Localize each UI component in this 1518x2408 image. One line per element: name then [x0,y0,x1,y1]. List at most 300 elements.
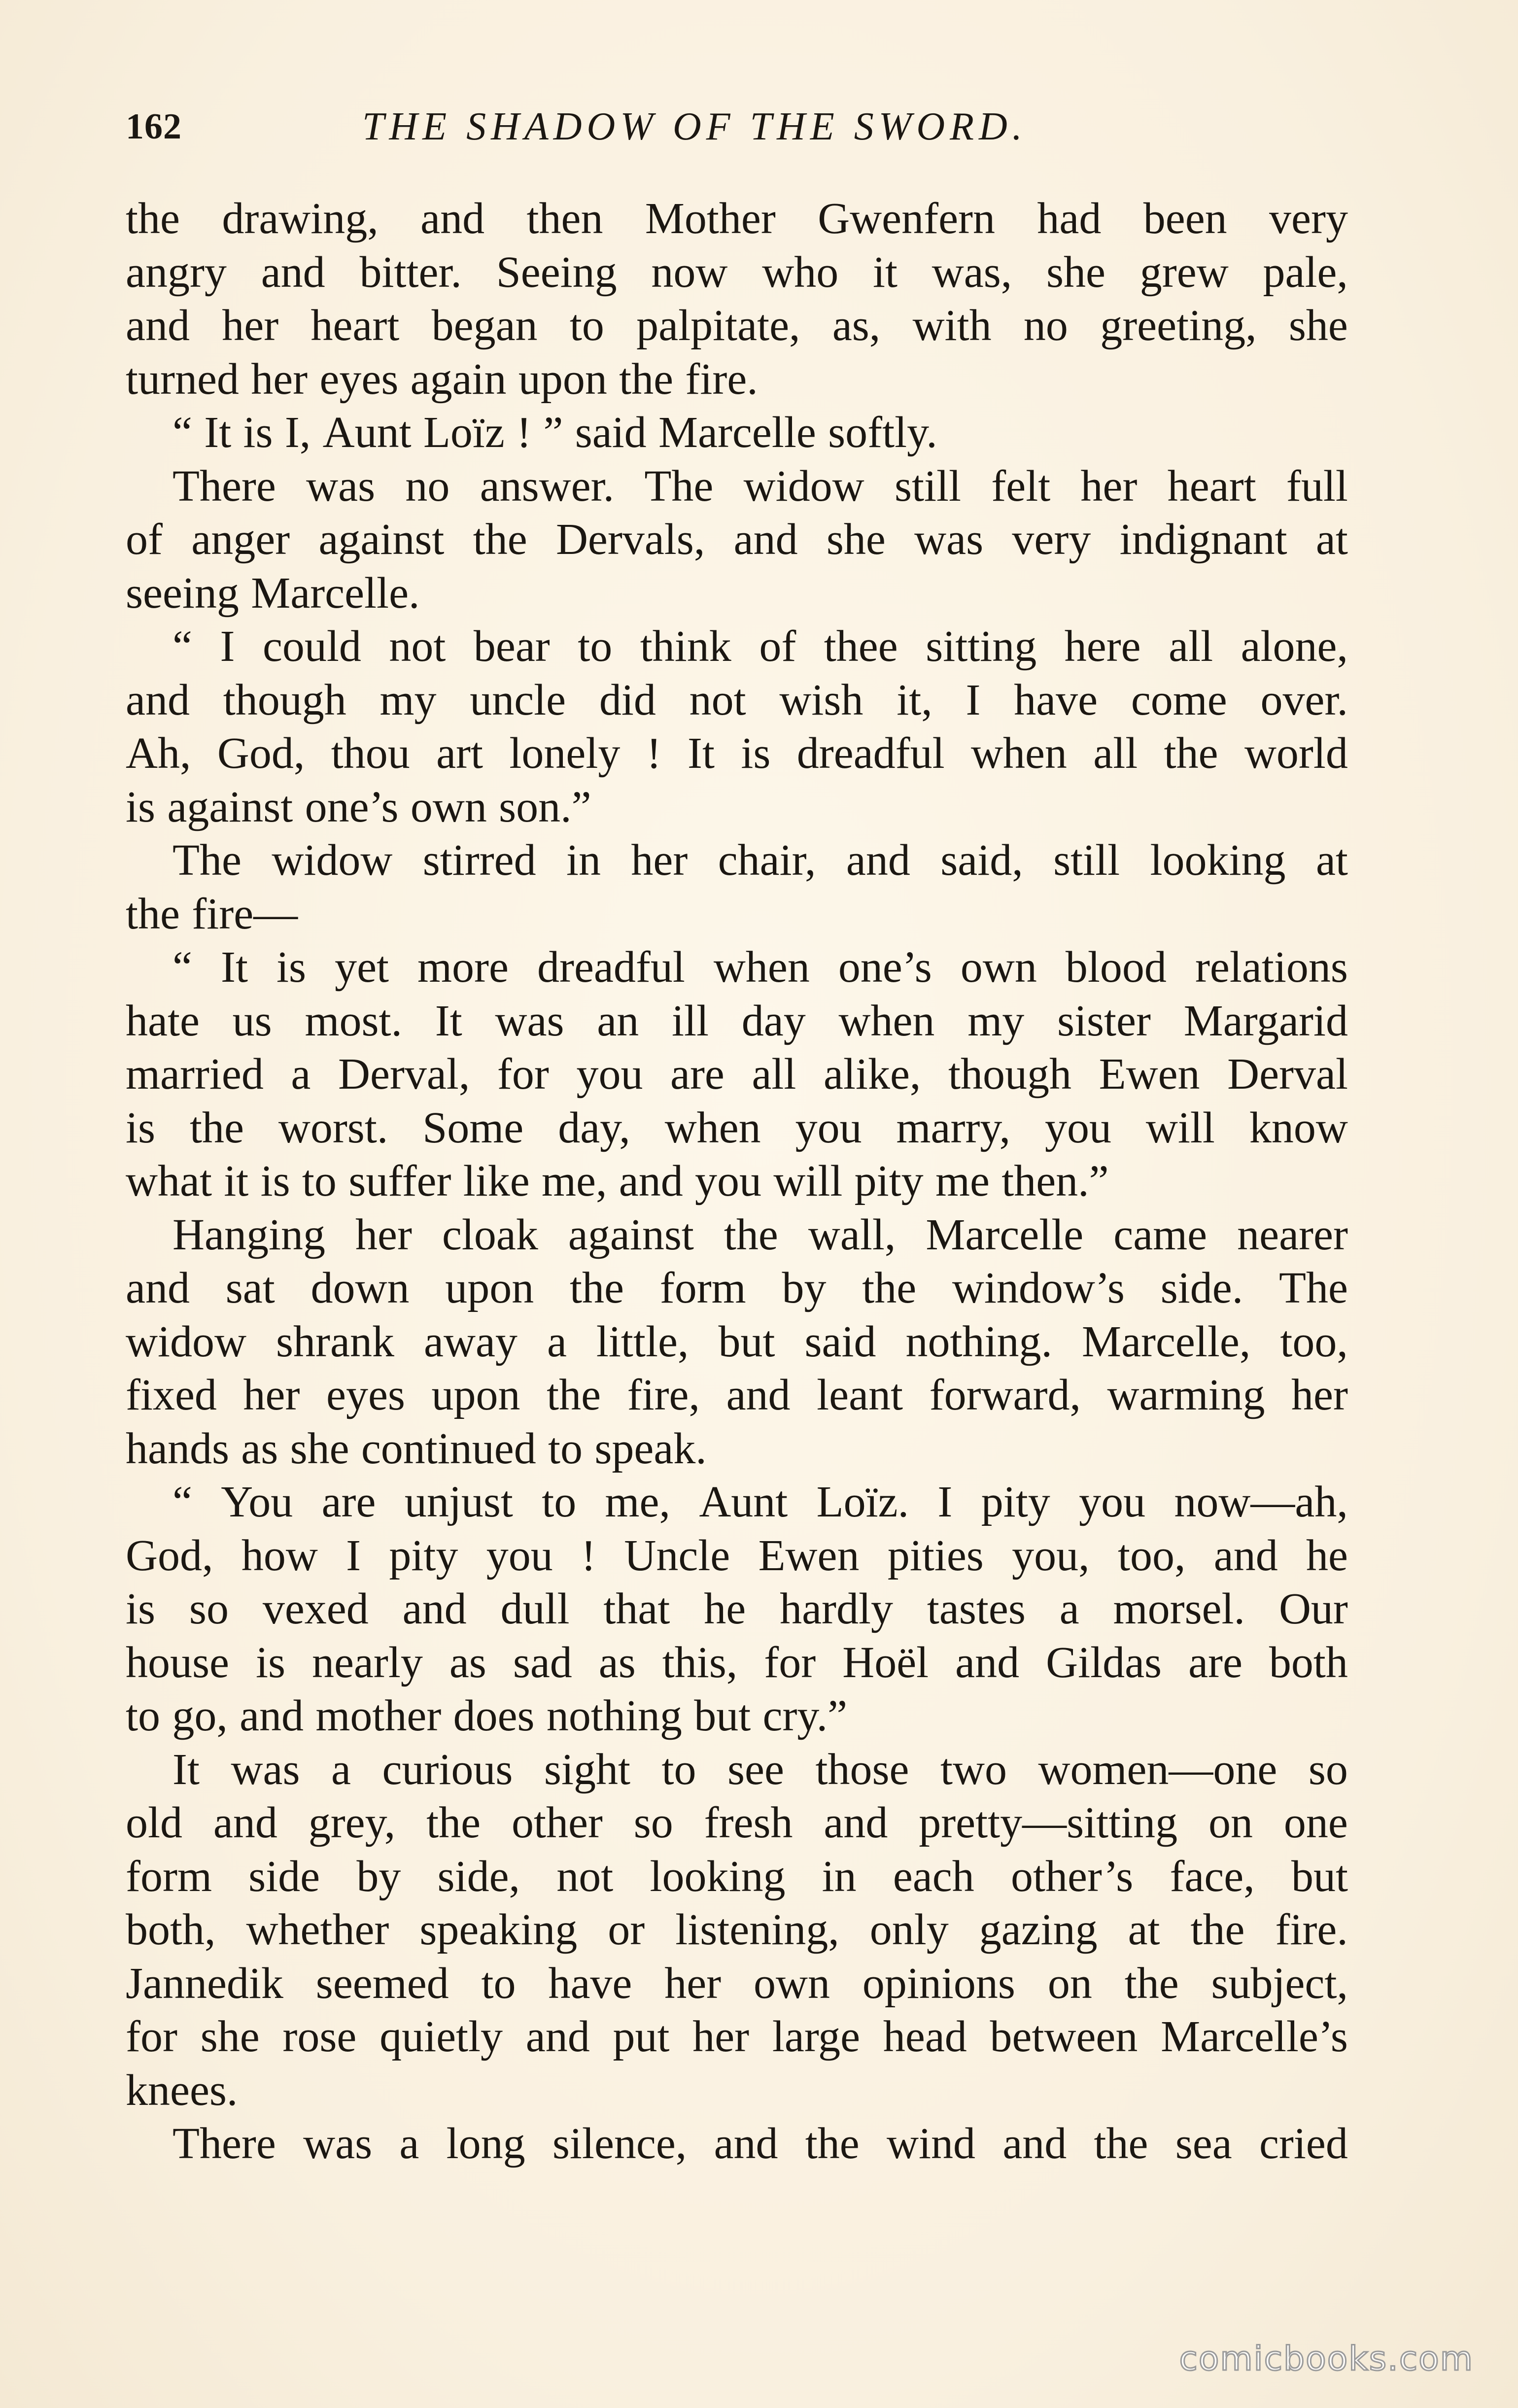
word: the [862,1264,917,1312]
word: thee [824,622,898,671]
word: us [232,996,272,1045]
word: nearly [311,1638,423,1687]
word: and [619,1157,683,1205]
word: of [126,515,163,564]
text-line [126,1903,1348,1957]
word: is [255,1638,285,1687]
word: other’s [1010,1852,1134,1901]
word: “ [172,622,192,671]
word: her [1080,461,1138,511]
word: in [822,1852,857,1901]
word: it [224,1157,249,1205]
word: not [556,1852,614,1901]
word: warming [1107,1371,1265,1419]
word: side. [1160,1264,1243,1312]
word: fire. [1275,1905,1348,1954]
word: marry, [896,1103,1011,1152]
word: her [243,1371,300,1419]
word: a [331,1745,351,1794]
text-line [126,406,1348,460]
word: and [420,194,485,243]
word: seemed [315,1959,449,2008]
text-line [126,299,1348,353]
word: her [251,354,308,404]
word: side, [437,1852,520,1901]
text-line [126,567,1348,620]
word: at [1315,836,1348,885]
word: very [1269,194,1348,243]
word: one’s [838,943,932,992]
word: nothing [546,1691,682,1740]
word: “ [172,408,192,457]
word: me, [542,1157,607,1205]
word: she [1288,301,1348,350]
word: Loïz. [816,1478,909,1526]
word: to [542,1478,577,1526]
word: Gildas [1046,1638,1162,1687]
word: It [688,729,715,778]
text-line [126,1743,1348,1797]
word: and [240,1691,304,1740]
word: It [172,1745,200,1794]
word: rose [282,2012,357,2061]
word: and [955,1638,1020,1687]
word: but [694,1691,751,1740]
word: on [1208,1798,1253,1847]
word: still [1053,836,1120,885]
word: wish [779,675,863,724]
word: the [724,1210,778,1259]
word: women—one [1038,1745,1277,1794]
word: her [222,301,279,350]
text-line [126,1796,1348,1850]
word: quietly [380,2012,503,2061]
word: dreadful [796,729,945,778]
word: ! [581,1531,596,1580]
word: the [1124,1959,1179,2008]
word: dreadful [537,943,685,992]
word: Marcelle [658,408,816,457]
word: no [405,461,450,511]
word: shrank [276,1317,394,1366]
word: over. [1260,675,1348,724]
word: said [804,1317,876,1366]
word: but [718,1317,775,1366]
word: too, [1117,1531,1186,1580]
word: away [424,1317,518,1366]
word: now—ah, [1174,1478,1348,1526]
word: still [894,461,961,511]
word: Marcelle. [251,568,420,618]
word: wind [887,2119,976,2168]
word: drawing, [222,194,379,243]
text-line [126,1155,1348,1208]
word: down [310,1264,410,1312]
word: forward, [929,1371,1081,1419]
word: Derval, [338,1050,470,1099]
word: was [303,2119,373,2168]
word: sad [513,1638,572,1687]
word: Margarid [1183,996,1348,1045]
word: Derval [1227,1050,1348,1099]
word: fresh [704,1798,793,1847]
word: It [204,408,232,457]
word: morsel. [1113,1584,1245,1633]
word: is [126,782,156,831]
word: grey, [308,1798,396,1847]
text-line [126,1315,1348,1369]
word: the [189,1103,244,1152]
word: then [526,194,603,243]
word: an [597,996,639,1045]
text-line [126,620,1348,674]
text-line [126,1208,1348,1262]
word: in [566,836,601,885]
word: full [1286,461,1348,511]
word: been [1143,194,1227,243]
word: as [449,1638,486,1687]
word: you [486,1531,553,1580]
word: like [463,1157,530,1205]
word: and [714,2119,778,2168]
word: so [189,1584,229,1633]
word: her [1291,1371,1348,1419]
word: opinions [862,1959,1015,2008]
word: and [126,675,190,724]
word: bear [473,622,550,671]
word: is [260,1157,290,1205]
word: grew [1139,247,1229,297]
word: is [741,729,771,778]
word: for [764,1638,816,1687]
word: heart [1167,461,1256,511]
word: though [948,1050,1072,1099]
word: silence, [552,2119,687,2168]
word: with [912,301,992,350]
word: God, [217,729,305,778]
text-line [126,2064,1348,2118]
word: you, [1012,1531,1090,1580]
word: no [1023,301,1068,350]
word: to [302,1157,337,1205]
word: began [431,301,538,350]
word: two [940,1745,1007,1794]
text-line [126,1689,1348,1743]
word: I [220,622,235,671]
word: gazing [979,1905,1098,1954]
word: window’s [952,1264,1125,1312]
text-line [126,1636,1348,1690]
word: chair, [718,836,816,885]
word: by [782,1264,827,1312]
word: art [436,729,483,778]
word: sat [225,1264,275,1312]
word: looking [650,1852,786,1901]
word: widow [126,1317,246,1366]
word: son.” [499,782,591,831]
word: as [598,1638,636,1687]
word: ! [646,729,661,778]
word: see [727,1745,784,1794]
word: will [773,1157,843,1205]
text-line [126,1529,1348,1583]
word: pretty—sitting [919,1798,1178,1847]
word: palpitate, [636,301,800,350]
word: Our [1278,1584,1348,1633]
word: to [548,1424,583,1473]
watermark: comicbooks.com [1179,2339,1474,2378]
word: and [126,301,190,350]
word: own [960,943,1037,992]
word: Hoël [842,1638,929,1687]
word: or [608,1905,645,1954]
word: day [741,996,806,1045]
word: when [970,729,1067,778]
word: and [824,1798,888,1847]
word: me [935,1157,990,1205]
word: It [220,943,248,992]
word: side [248,1852,320,1901]
word: was [306,461,376,511]
word: not [689,675,746,724]
word: and [733,515,798,564]
word: speaking [419,1905,578,1954]
word: so [1308,1745,1348,1794]
word: tastes [927,1584,1026,1633]
word: pity [389,1531,458,1580]
word: house [126,1638,229,1687]
word: those [815,1745,909,1794]
word: upon [518,354,607,404]
word: “ [172,943,192,992]
word: alone, [1241,622,1348,671]
word: against [318,515,445,564]
word: Some [422,1103,524,1152]
word: There [172,461,276,511]
word: ” [543,408,563,457]
word: the [1094,2119,1148,2168]
text-line [126,2010,1348,2064]
word: “ [172,1478,192,1526]
word: cloak [442,1210,538,1259]
text-line [126,1422,1348,1476]
word: the [547,1371,601,1419]
word: Uncle [624,1531,730,1580]
word: relations [1195,943,1348,992]
word: I [937,1478,953,1526]
word: alike, [824,1050,921,1099]
word: the [126,194,180,243]
word: Ah, [126,729,191,778]
word: for [126,2012,177,2061]
word: continued [361,1424,536,1473]
text-line [126,888,1348,941]
word: pale, [1263,247,1348,297]
text-line [126,727,1348,781]
word: You [221,1478,293,1526]
word: she [200,2012,260,2061]
word: cry.” [762,1691,848,1740]
word: as [241,1424,278,1473]
word: against [167,782,293,831]
word: a [399,2119,419,2168]
word: what [126,1157,212,1205]
word: by [356,1852,401,1901]
word: to [661,1745,696,1794]
text-line [126,353,1348,407]
word: speak. [594,1424,707,1473]
word: and [525,2012,590,2061]
word: will [1145,1103,1215,1152]
word: he [704,1584,746,1633]
word: day, [558,1103,630,1152]
word: but [1291,1852,1348,1901]
word: Marcelle [926,1210,1084,1259]
word: each [893,1852,974,1901]
word: one [1283,1798,1348,1847]
word: the [570,1264,624,1312]
word: between [990,2012,1138,2061]
word: was [495,996,564,1045]
word: hands [126,1424,229,1473]
word: to [569,301,604,350]
text-line [126,1582,1348,1636]
word: this, [662,1638,738,1687]
word: indignant [1119,515,1287,564]
word: sitting [926,622,1037,671]
word: eyes [326,1371,405,1419]
word: when [664,1103,761,1152]
word: wall, [808,1210,896,1259]
text-line [126,995,1348,1048]
word: it [872,247,897,297]
word: of [759,622,796,671]
word: turned [126,354,239,404]
word: the [426,1798,481,1847]
word: are [321,1478,376,1526]
word: so [633,1798,673,1847]
word: he [1306,1531,1348,1580]
word: and [213,1798,277,1847]
word: too, [1280,1317,1348,1366]
word: looking [1150,836,1286,885]
word: go, [172,1691,228,1740]
word: sight [544,1745,630,1794]
word: put [613,2012,670,2061]
word: seeing [126,568,239,618]
page-header [126,99,1358,158]
word: vexed [262,1584,369,1633]
word: The [172,836,242,885]
word: a [547,1317,567,1366]
word: bitter. [359,247,462,297]
word: listening, [675,1905,839,1954]
word: most. [305,996,403,1045]
word: Seeing [496,247,617,297]
word: said, [940,836,1023,885]
word: had [1037,194,1102,243]
word: large [772,2012,861,2061]
word: Marcelle, [1082,1317,1251,1366]
text-line [126,513,1348,567]
word: yet [335,943,389,992]
word: as, [832,301,881,350]
word: anger [191,515,290,564]
word: a [291,1050,311,1099]
word: is [243,408,273,457]
word: for [497,1050,549,1099]
word: answer. [480,461,615,511]
word: felt [991,461,1051,511]
word: that [603,1584,670,1633]
word: angry [126,247,227,297]
word: Aunt [322,408,412,457]
word: Ewen [758,1531,860,1580]
word: unjust [404,1478,513,1526]
word: both [1269,1638,1348,1687]
word: upon [445,1264,534,1312]
word: There [172,2119,276,2168]
word: could [262,622,361,671]
word: fixed [126,1371,217,1419]
word: the [1190,1905,1245,1954]
word: Mother [645,194,776,243]
page-number: 162 [126,106,182,147]
word: pities [887,1531,984,1580]
word: suffer [348,1157,451,1205]
word: all [1093,729,1138,778]
word: at [1128,1905,1160,1954]
word: when [713,943,810,992]
word: her [664,1959,722,2008]
text-line [126,941,1348,995]
word: did [599,675,656,724]
word: pity [981,1478,1050,1526]
word: the [1164,729,1218,778]
word: Ewen [1099,1050,1200,1099]
word: when [838,996,935,1045]
word: I [966,675,981,724]
word: one’s [305,782,399,831]
word: not [389,622,446,671]
word: The [644,461,714,511]
word: own [410,782,487,831]
word: all [1169,622,1213,671]
word: and [726,1371,791,1419]
word: own [754,1959,830,2008]
word: does [453,1691,535,1740]
word: now [651,247,728,297]
word: the [126,889,180,938]
word: Loïz [423,408,505,457]
body-text [126,192,1348,2171]
word: married [126,1050,264,1099]
text-line [126,2117,1348,2171]
word: here [1064,622,1141,671]
word: head [883,2012,967,2061]
word: softly. [828,408,937,457]
word: eyes [319,354,399,404]
text-line [126,246,1348,300]
word: you [1045,1103,1111,1152]
word: thou [331,729,410,778]
word: her [692,2012,750,2061]
word: upon [431,1371,520,1419]
word: then.” [1001,1157,1109,1205]
word: she [1046,247,1106,297]
word: have [1014,675,1098,724]
word: old [126,1798,183,1847]
